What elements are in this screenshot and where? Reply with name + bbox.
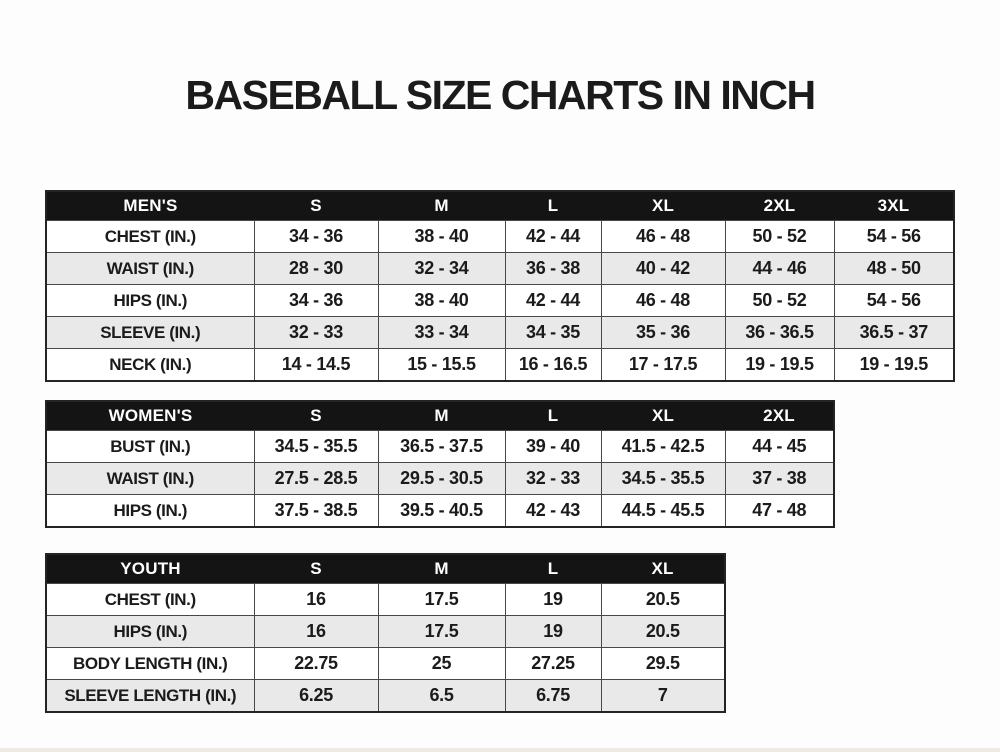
column-header-2xl: 2XL	[725, 191, 834, 221]
column-header-2xl: 2XL	[725, 401, 834, 431]
table-row	[46, 495, 834, 528]
size-cell: 34 - 36	[254, 285, 378, 317]
row-label: WAIST (IN.)	[46, 463, 254, 495]
size-cell: 50 - 52	[725, 221, 834, 253]
size-cell: 36.5 - 37.5	[378, 431, 505, 463]
size-cell: 44.5 - 45.5	[601, 495, 725, 528]
table-row	[46, 584, 725, 616]
column-header-l: L	[505, 401, 601, 431]
size-cell: 39.5 - 40.5	[378, 495, 505, 528]
size-cell: 36 - 36.5	[725, 317, 834, 349]
size-cell: 42 - 44	[505, 221, 601, 253]
size-cell: 17.5	[378, 616, 505, 648]
size-cell: 32 - 33	[254, 317, 378, 349]
size-cell: 28 - 30	[254, 253, 378, 285]
size-cell: 7	[601, 680, 725, 713]
size-cell: 6.75	[505, 680, 601, 713]
size-cell: 37 - 38	[725, 463, 834, 495]
table-row	[46, 285, 954, 317]
size-cell: 38 - 40	[378, 221, 505, 253]
size-cell: 42 - 43	[505, 495, 601, 528]
row-label: BODY LENGTH (IN.)	[46, 648, 254, 680]
table-title-mens: MEN'S	[46, 191, 254, 221]
size-cell: 37.5 - 38.5	[254, 495, 378, 528]
size-table-youth	[45, 553, 726, 713]
size-cell: 25	[378, 648, 505, 680]
column-header-m: M	[378, 554, 505, 584]
table-row	[46, 648, 725, 680]
size-cell: 14 - 14.5	[254, 349, 378, 382]
size-cell: 38 - 40	[378, 285, 505, 317]
row-label: BUST (IN.)	[46, 431, 254, 463]
size-cell: 47 - 48	[725, 495, 834, 528]
size-cell: 19 - 19.5	[834, 349, 954, 382]
column-header-s: S	[254, 191, 378, 221]
size-cell: 6.25	[254, 680, 378, 713]
size-cell: 42 - 44	[505, 285, 601, 317]
header-row-youth	[46, 554, 725, 584]
size-cell: 16	[254, 616, 378, 648]
size-cell: 36 - 38	[505, 253, 601, 285]
size-cell: 40 - 42	[601, 253, 725, 285]
size-cell: 17.5	[378, 584, 505, 616]
table-row	[46, 349, 954, 382]
photo-bottom-edge	[0, 748, 1000, 752]
size-cell: 34 - 35	[505, 317, 601, 349]
column-header-l: L	[505, 191, 601, 221]
table-title-womens: WOMEN'S	[46, 401, 254, 431]
size-table-mens	[45, 190, 955, 382]
table-row	[46, 221, 954, 253]
size-cell: 44 - 46	[725, 253, 834, 285]
row-label: SLEEVE LENGTH (IN.)	[46, 680, 254, 713]
column-header-xl: XL	[601, 191, 725, 221]
row-label: WAIST (IN.)	[46, 253, 254, 285]
size-cell: 33 - 34	[378, 317, 505, 349]
size-cell: 39 - 40	[505, 431, 601, 463]
size-cell: 27.5 - 28.5	[254, 463, 378, 495]
size-cell: 48 - 50	[834, 253, 954, 285]
size-cell: 35 - 36	[601, 317, 725, 349]
header-row-womens	[46, 401, 834, 431]
size-cell: 54 - 56	[834, 221, 954, 253]
column-header-s: S	[254, 401, 378, 431]
column-header-m: M	[378, 401, 505, 431]
table-row	[46, 317, 954, 349]
table-row	[46, 431, 834, 463]
size-cell: 29.5 - 30.5	[378, 463, 505, 495]
size-cell: 32 - 34	[378, 253, 505, 285]
size-cell: 15 - 15.5	[378, 349, 505, 382]
size-cell: 19 - 19.5	[725, 349, 834, 382]
size-cell: 41.5 - 42.5	[601, 431, 725, 463]
size-cell: 50 - 52	[725, 285, 834, 317]
row-label: CHEST (IN.)	[46, 584, 254, 616]
row-label: HIPS (IN.)	[46, 616, 254, 648]
size-cell: 36.5 - 37	[834, 317, 954, 349]
row-label: NECK (IN.)	[46, 349, 254, 382]
row-label: SLEEVE (IN.)	[46, 317, 254, 349]
size-cell: 32 - 33	[505, 463, 601, 495]
size-cell: 34 - 36	[254, 221, 378, 253]
column-header-xl: XL	[601, 554, 725, 584]
header-row-mens	[46, 191, 954, 221]
size-cell: 19	[505, 584, 601, 616]
row-label: HIPS (IN.)	[46, 495, 254, 528]
row-label: CHEST (IN.)	[46, 221, 254, 253]
size-cell: 54 - 56	[834, 285, 954, 317]
page-title: BASEBALL SIZE CHARTS IN INCH	[185, 72, 815, 118]
size-cell: 6.5	[378, 680, 505, 713]
row-label: HIPS (IN.)	[46, 285, 254, 317]
table-title-youth: YOUTH	[46, 554, 254, 584]
size-cell: 19	[505, 616, 601, 648]
table-row	[46, 616, 725, 648]
column-header-xl: XL	[601, 401, 725, 431]
column-header-3xl: 3XL	[834, 191, 954, 221]
column-header-m: M	[378, 191, 505, 221]
size-cell: 20.5	[601, 584, 725, 616]
table-row	[46, 253, 954, 285]
column-header-l: L	[505, 554, 601, 584]
size-cell: 27.25	[505, 648, 601, 680]
size-table-womens	[45, 400, 835, 528]
size-cell: 20.5	[601, 616, 725, 648]
size-cell: 29.5	[601, 648, 725, 680]
size-cell: 16 - 16.5	[505, 349, 601, 382]
column-header-s: S	[254, 554, 378, 584]
table-row	[46, 463, 834, 495]
size-cell: 16	[254, 584, 378, 616]
size-cell: 34.5 - 35.5	[254, 431, 378, 463]
table-row	[46, 680, 725, 713]
size-cell: 17 - 17.5	[601, 349, 725, 382]
size-cell: 46 - 48	[601, 285, 725, 317]
size-cell: 46 - 48	[601, 221, 725, 253]
size-cell: 44 - 45	[725, 431, 834, 463]
size-cell: 34.5 - 35.5	[601, 463, 725, 495]
size-cell: 22.75	[254, 648, 378, 680]
